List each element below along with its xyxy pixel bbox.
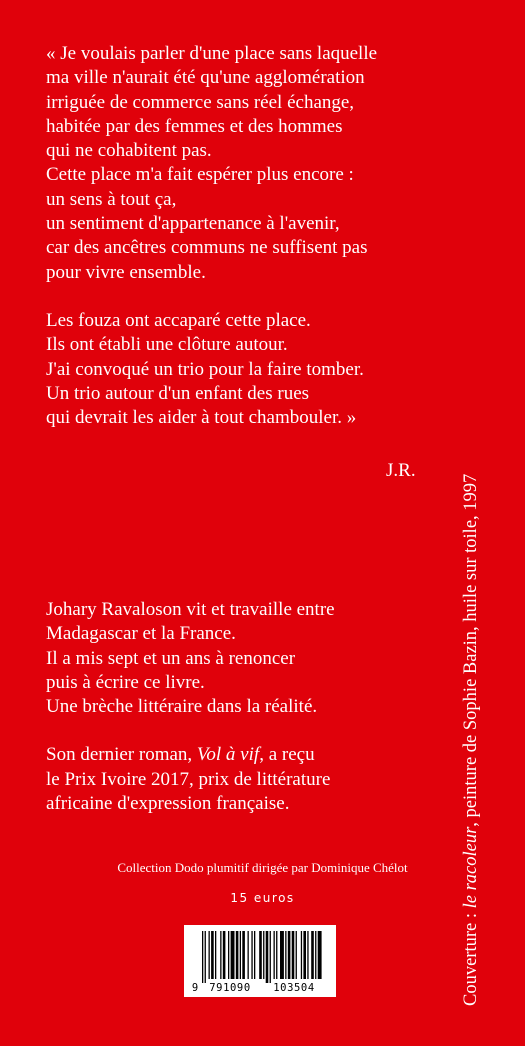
barcode-bar	[263, 931, 264, 979]
barcode-bar	[215, 931, 216, 979]
price-label: 15 euros	[230, 891, 295, 905]
barcode-bar	[251, 931, 252, 979]
quote-line: irriguée de commerce sans réel échange,	[46, 91, 355, 113]
barcode-bar	[288, 931, 291, 979]
bio-line-prize	[46, 743, 426, 767]
barcode-bar	[307, 931, 308, 979]
quote-line: habitée par des femmes et des hommes	[46, 115, 343, 137]
quote-line: ma ville n'aurait été qu'une agglomération	[46, 67, 365, 89]
isbn-barcode	[184, 925, 336, 997]
barcode-bar	[223, 931, 226, 979]
barcode-bar	[236, 931, 239, 979]
barcode-bar	[292, 931, 295, 979]
barcode-bar	[231, 931, 235, 979]
bio-line: Une brèche littéraire dans la réalité.	[46, 696, 318, 718]
quote-signature: J.R.	[386, 460, 416, 481]
cover-credit-line	[461, 474, 481, 1006]
barcode-bar	[202, 931, 203, 983]
bio-line: Il a mis sept et un ans à renoncer	[46, 647, 296, 669]
barcode-bar	[228, 931, 229, 979]
barcode-bar	[301, 931, 302, 979]
barcode-graphic	[184, 925, 336, 997]
barcode-bar	[315, 931, 316, 979]
barcode-bar	[270, 931, 271, 983]
barcode-digits-left: 791090	[209, 982, 251, 994]
barcode-bar	[311, 931, 314, 979]
barcode-bar	[276, 931, 277, 979]
collection-note: Collection Dodo plumitif dirigée par Dominique Chélot	[117, 860, 408, 875]
barcode-bar	[259, 931, 262, 979]
barcode-bar	[209, 931, 210, 979]
quote-line: qui ne cohabitent pas.	[46, 140, 212, 162]
bio-line: puis à écrire ce livre.	[46, 671, 205, 693]
barcode-bars	[202, 931, 322, 983]
quote-line: pour vivre ensemble.	[46, 261, 206, 283]
barcode-bar	[280, 931, 284, 979]
paragraph-gap	[46, 719, 426, 743]
barcode-bar	[240, 931, 241, 979]
bio-line: le Prix Ivoire 2017, prix de littérature	[46, 768, 331, 790]
barcode-bar	[205, 931, 206, 983]
quote-line: Cette place m'a fait espérer plus encore :	[46, 164, 354, 186]
credit-suffix: , peinture de Sophie Bazin, huile sur toile, 1997	[461, 473, 481, 827]
barcode-digits-right: 103504	[273, 982, 315, 994]
quote-line: Un trio autour d'un enfant des rues	[46, 382, 310, 404]
quote-line: Ils ont établi une clôture autour.	[46, 334, 288, 356]
bio-line: Johary Ravaloson vit et travaille entre	[46, 599, 335, 620]
quote-line: « Je voulais parler d'une place sans laquelle	[46, 43, 378, 64]
quote-line: Les fouza ont accaparé cette place.	[46, 309, 311, 331]
novel-title: Vol à vif	[196, 744, 260, 766]
barcode-first-digit: 9	[191, 982, 199, 994]
barcode-bar	[285, 931, 286, 979]
quote-line: un sens à tout ça,	[46, 188, 177, 210]
bio-text: , a reçu	[259, 744, 315, 766]
painting-title: le racoleur	[461, 826, 481, 909]
quote-line: J'ai convoqué un trio pour la faire tomber.	[46, 358, 364, 380]
cover-credit-text	[461, 473, 491, 1006]
barcode-bar	[254, 931, 255, 979]
barcode-bar	[220, 931, 221, 979]
barcode-bar	[274, 931, 275, 979]
quote-line: qui devrait les aider à tout chambouler. »	[46, 407, 357, 429]
credit-prefix: Couverture :	[461, 908, 481, 1006]
paragraph-gap	[46, 285, 426, 309]
barcode-bar	[303, 931, 306, 979]
quote-line: un sentiment d'appartenance à l'avenir,	[46, 213, 340, 235]
barcode-bar	[248, 931, 249, 979]
barcode-bar	[242, 931, 245, 979]
quote-line: car des ancêtres communs ne suffisent pas	[46, 237, 368, 259]
bio-text: Son dernier roman,	[46, 744, 197, 766]
barcode-bar	[211, 931, 214, 979]
author-bio	[46, 598, 426, 816]
quote-block	[46, 42, 426, 430]
bio-line: Madagascar et la France.	[46, 623, 236, 645]
barcode-bar	[296, 931, 297, 979]
barcode-bar	[266, 931, 269, 983]
bio-line: africaine d'expression française.	[46, 793, 290, 815]
barcode-bar	[318, 931, 322, 979]
